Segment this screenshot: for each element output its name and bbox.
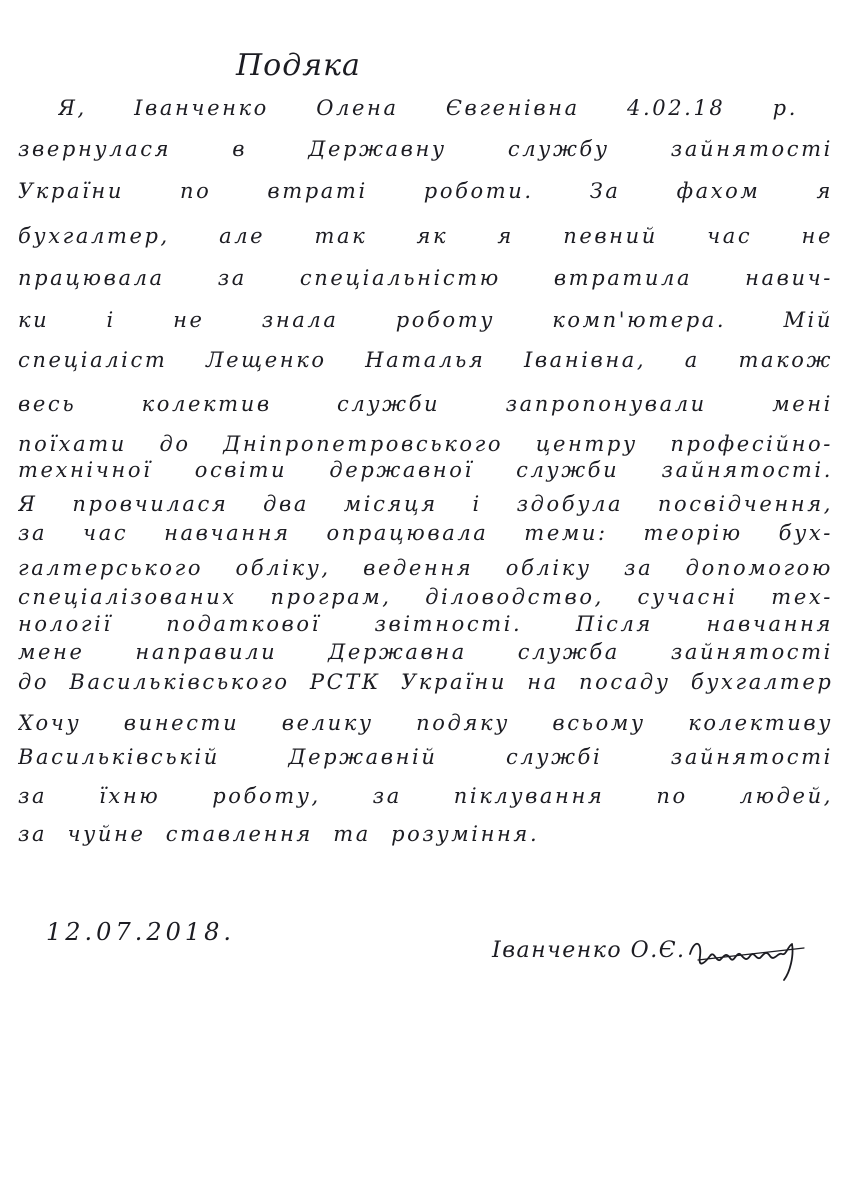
letter-line: за час навчання опрацювала теми: теорію бух- xyxy=(18,521,833,545)
letter-line: працювала за спеціальністю втратила навич- xyxy=(18,266,833,290)
letter-line: Хочу винести велику подяку всьому колективу xyxy=(18,711,833,735)
letter-line: спеціаліст Лещенко Наталья Іванівна, а також xyxy=(18,348,833,372)
letter-line: за чуйне ставлення та розуміння. xyxy=(18,822,540,846)
letter-line: України по втраті роботи. За фахом я xyxy=(18,179,833,203)
letter-date: 12.07.2018. xyxy=(46,918,236,946)
letter-line: мене направили Державна служба зайнятості xyxy=(18,640,833,664)
letter-line: поїхати до Дніпропетровського центру професійно- xyxy=(18,432,833,456)
handwritten-signature xyxy=(686,934,816,982)
letter-line: весь колектив служби запропонували мені xyxy=(18,392,833,416)
letter-line: за їхню роботу, за піклування по людей, xyxy=(18,784,833,808)
letter-line: ки і не знала роботу комп'ютера. Мій xyxy=(18,308,833,332)
letter-line: галтерського обліку, ведення обліку за допомогою xyxy=(18,556,833,580)
letter-line: бухгалтер, але так як я певний час не xyxy=(18,224,833,248)
letter-line: звернулася в Державну службу зайнятості xyxy=(18,137,833,161)
letter-line: Я, Іванченко Олена Євгенівна 4.02.18 р. xyxy=(58,96,798,120)
letter-line: спеціалізованих програм, діловодство, сучасні тех- xyxy=(18,585,833,609)
signer-name: Іванченко О.Є. xyxy=(492,938,686,963)
letter-line: Васильківській Державній службі зайнятості xyxy=(18,745,833,769)
letter-title: Подяка xyxy=(236,48,361,83)
letter-line: Я провчилася два місяця і здобула посвідчення, xyxy=(18,492,833,516)
letter-line: технічної освіти державної служби зайнятості. xyxy=(18,458,833,482)
letter-line: нології податкової звітності. Після навчання xyxy=(18,612,833,636)
letter-line: до Васильківського РСТК України на посаду бухгалтер xyxy=(18,670,833,694)
